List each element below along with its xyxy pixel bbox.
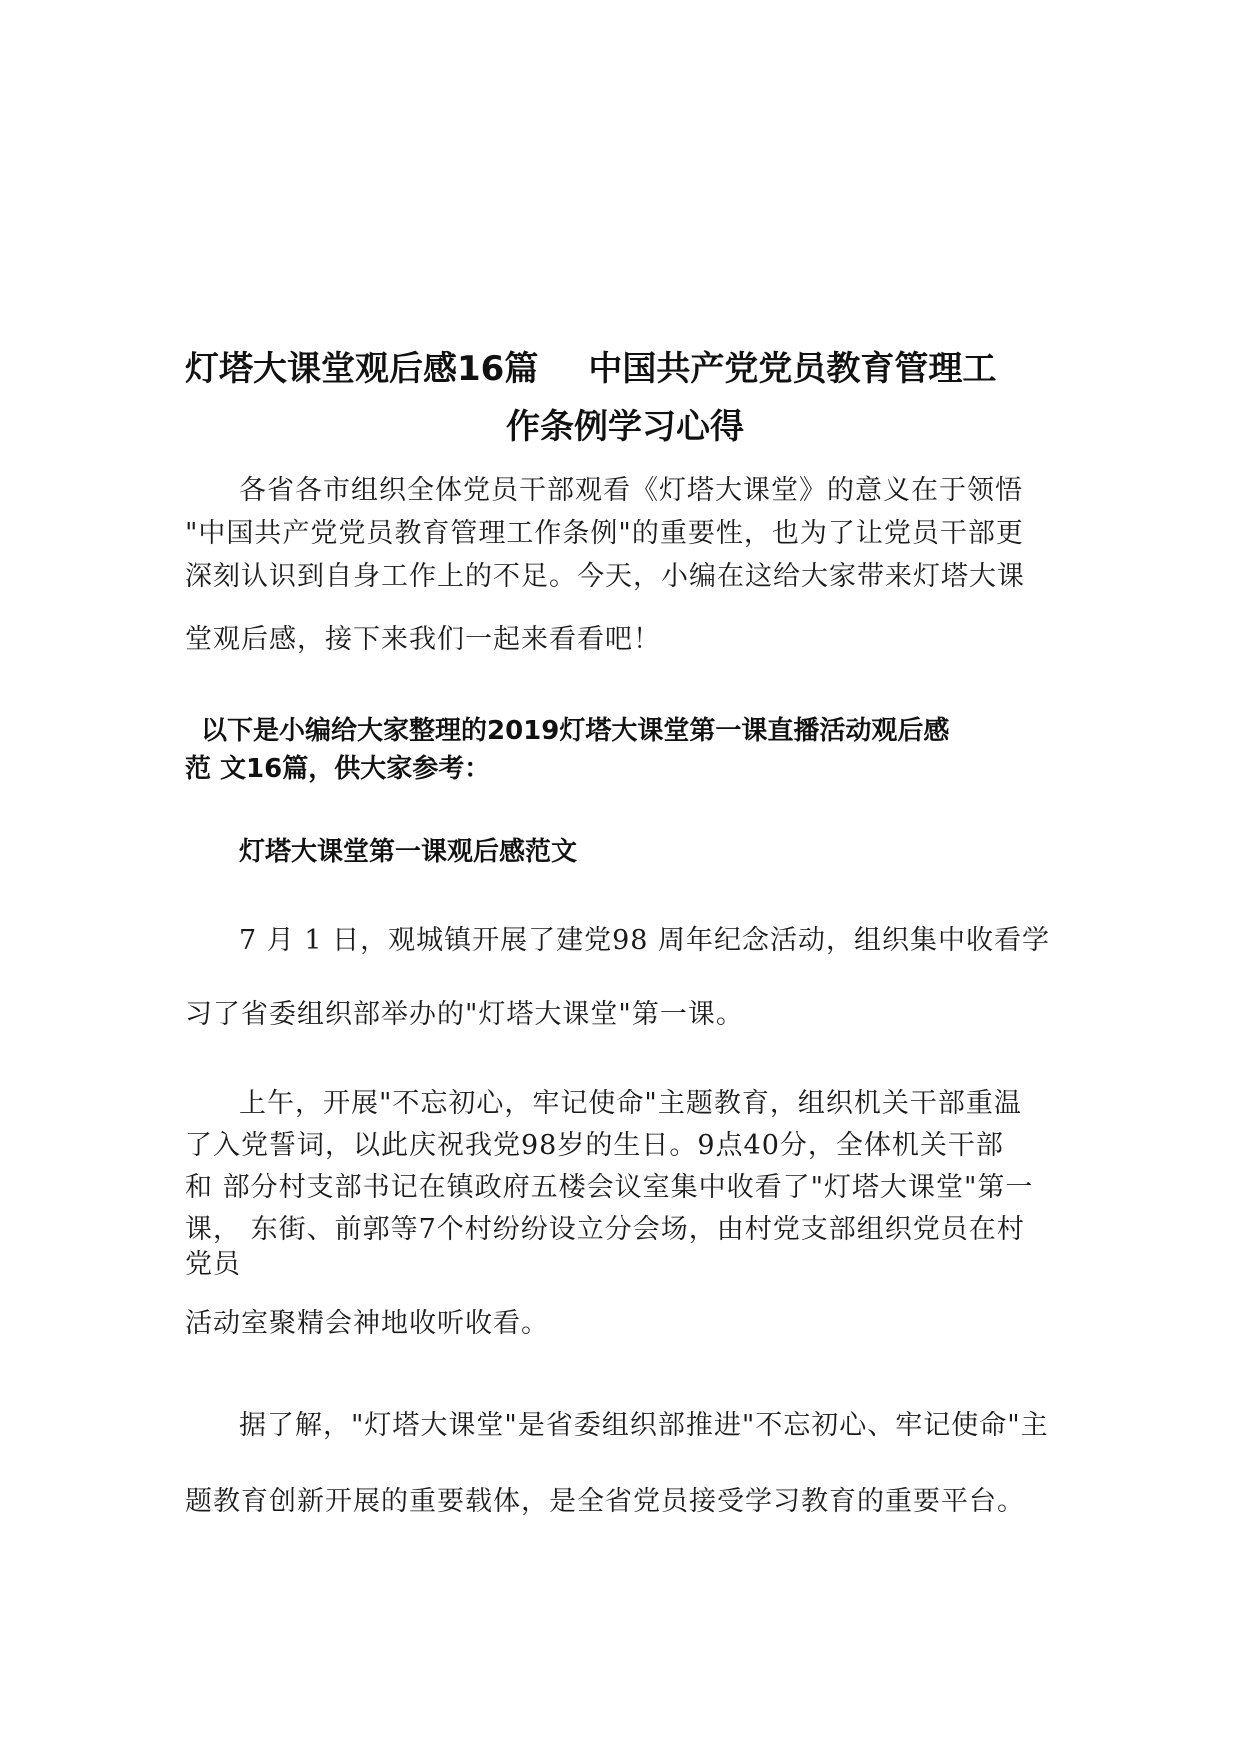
title-part-2: 中国共产党党员教育管理工: [588, 349, 997, 389]
summary-line: 以下是小编给大家整理的2019灯塔大课堂第一课直播活动观后感: [201, 716, 950, 746]
paragraph-line: 习了省委组织部举办的"灯塔大课堂"第一课。: [185, 999, 744, 1030]
section-heading-text: 灯塔大课堂第一课观后感范文: [239, 837, 578, 867]
document-title: [185, 340, 1085, 456]
title-part-1: 灯塔大课堂观后感16篇: [185, 349, 539, 389]
title-line-2: 作条例学习心得: [506, 407, 744, 447]
summary-line: 范 文16篇，供大家参考：: [185, 754, 491, 784]
paragraph-3: [185, 1405, 1070, 1523]
paragraph-line: 7 月 1 日，观城镇开展了建党98 周年纪念活动，组织集中收看学: [239, 925, 1051, 956]
paragraph-2: [185, 1083, 1070, 1345]
intro-line: "中国共产党党员教育管理工作条例"的重要性，也为了让党员干部更: [185, 518, 1024, 549]
paragraph-line: 和 部分村支部书记在镇政府五楼会议室集中收看了"灯塔大课堂"第一: [185, 1172, 1034, 1203]
intro-line: 各省各市组织全体党员干部观看《灯塔大课堂》的意义在于领悟: [239, 475, 1023, 506]
title-line-1: [185, 340, 1085, 398]
summary-paragraph: [185, 712, 1070, 788]
paragraph-line: 题教育创新开展的重要载体，是全省党员接受学习教育的重要平台。: [185, 1486, 1025, 1517]
paragraph-line: 了入党誓词，以此庆祝我党98岁的生日。9点40分，全体机关干部: [185, 1130, 1004, 1161]
paragraph-line: 据了解，"灯塔大课堂"是省委组织部推进"不忘初心、牢记使命"主: [239, 1410, 1049, 1441]
paragraph-line: 上午，开展"不忘初心，牢记使命"主题教育，组织机关干部重温: [239, 1088, 1022, 1119]
intro-line: 深刻认识到自身工作上的不足。今天，小编在这给大家带来灯塔大课: [185, 561, 1025, 592]
intro-paragraph: [185, 470, 1070, 661]
section-heading: [185, 833, 1070, 871]
paragraph-line: 活动室聚精会神地收听收看。: [185, 1308, 549, 1339]
paragraph-line: 党员: [185, 1249, 241, 1280]
paragraph-1: [185, 920, 1070, 1036]
intro-line: 堂观后感，接下来我们一起来看看吧！: [185, 624, 661, 655]
paragraph-line: 课， 东街、前郭等7个村纷纷设立分会场，由村党支部组织党员在村: [185, 1214, 1025, 1245]
